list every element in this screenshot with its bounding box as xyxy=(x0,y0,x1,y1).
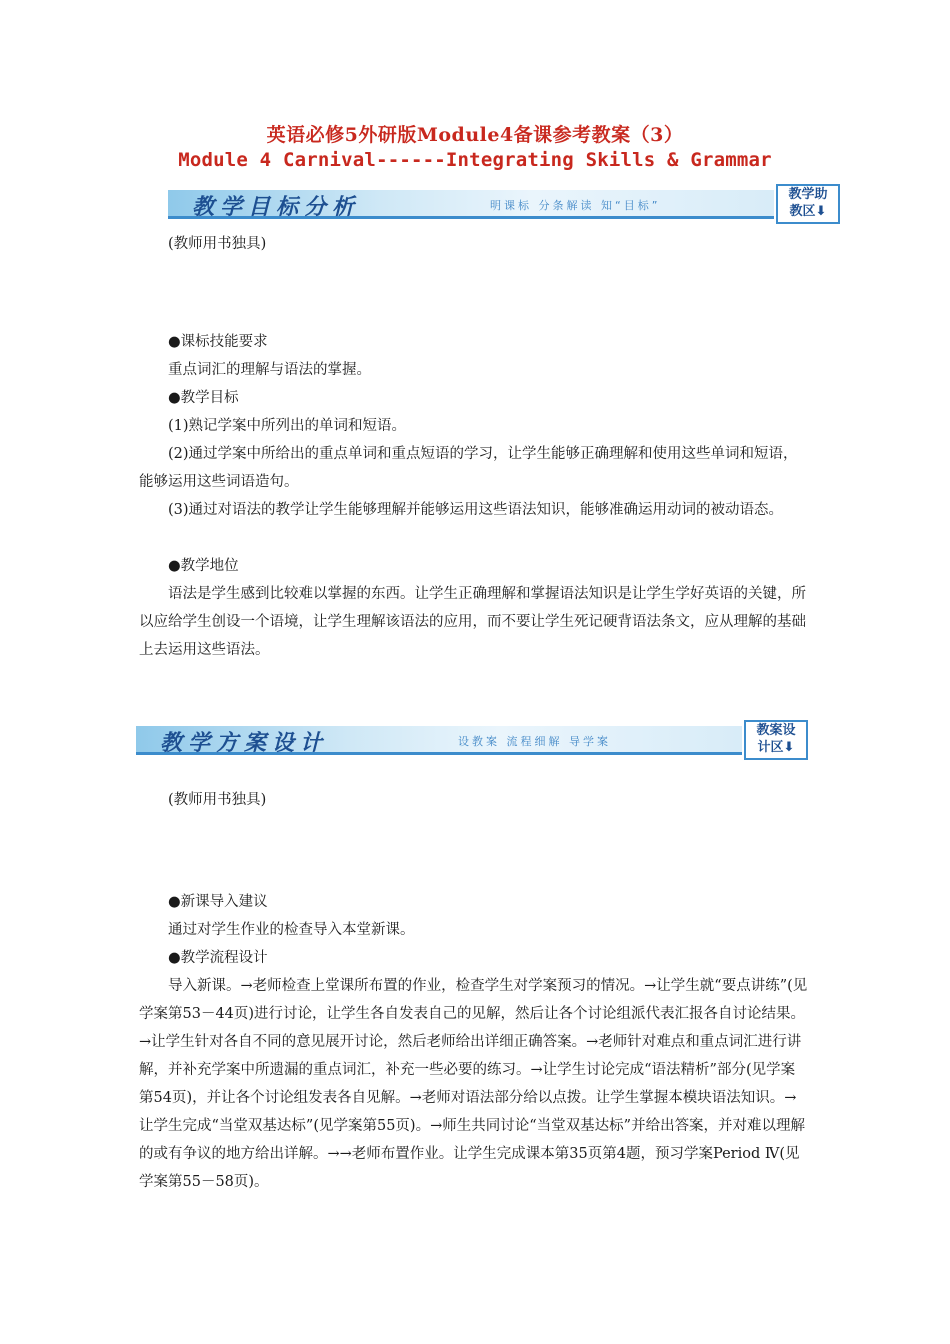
banner-subtitle: 明课标 分条解读 知“目标” xyxy=(490,199,661,212)
banner-heading: 教学目标分析 xyxy=(192,194,361,220)
banner-tag-box xyxy=(776,184,840,224)
banner-tag-box xyxy=(744,720,808,760)
bullet-heading: ●课标技能要求 xyxy=(168,334,268,350)
goal-text: (2)通过学案中所给出的重点单词和重点短语的学习，让学生能够正确理解和使用这些单词和短语，能够运用这些词语造句。 xyxy=(139,446,798,490)
teaching-position xyxy=(139,580,809,664)
banner-heading: 教学方案设计 xyxy=(160,730,329,756)
banner-tag-line: 教区⬇ xyxy=(789,204,827,219)
teacher-note: (教师用书独具) xyxy=(168,792,267,808)
banner-tag-line: 计区⬇ xyxy=(757,740,795,755)
teaching-flow xyxy=(139,972,809,1196)
banner-tag-line: 教案设 xyxy=(756,723,796,738)
document-title: 英语必修5外研版Module4备课参考教案（3） xyxy=(266,124,684,146)
bullet-heading: ●教学流程设计 xyxy=(168,950,268,966)
body-text: 通过对学生作业的检查导入本堂新课。 xyxy=(168,922,415,938)
document-subtitle: Module 4 Carnival------Integrating Skills & Grammar xyxy=(178,149,772,171)
goal-item xyxy=(139,440,809,496)
bullet-heading: ●新课导入建议 xyxy=(168,894,268,910)
bullet-heading: ●教学目标 xyxy=(168,390,239,406)
teacher-note: (教师用书独具) xyxy=(168,236,267,252)
goal-text: (3)通过对语法的教学让学生能够理解并能够运用这些语法知识，能够准确运用动词的被动语态。 xyxy=(168,502,784,518)
banner-subtitle: 设教案 流程细解 导学案 xyxy=(458,735,611,748)
paragraph-text: 语法是学生感到比较难以掌握的东西。让学生正确理解和掌握语法知识是让学生学好英语的关键，所以应给学生创设一个语境，让学生理解该语法的应用，而不要让学生死记硬背语法条文，应从理解的基础上去运用这些语法。 xyxy=(139,586,806,658)
banner-tag-line: 教学助 xyxy=(788,187,828,202)
body-text: 重点词汇的理解与语法的掌握。 xyxy=(168,362,371,378)
section-banner-objectives xyxy=(168,184,840,228)
section-banner-design xyxy=(136,720,808,764)
goal-item xyxy=(139,496,809,524)
goal-item: (1)熟记学案中所列出的单词和短语。 xyxy=(168,418,407,434)
paragraph-text: 导入新课。→老师检查上堂课所布置的作业，检查学生对学案预习的情况。→让学生就“要点讲练”(见学案第53－44页)进行讨论，让学生各自发表自己的见解，然后让各个讨论组派代表汇报各自讨论结果。→让学生针对各自不同的意见展开讨论，然后老师给出详细正确答案。→老师针对难点和重点词汇进行讲解，并补充学案中所遗漏的重点词汇，补充一些必要的练习。→让学生讨论完成“语法精析”部分(见学案第54页)，并让各个讨论组发表各自见解。→老师对语法部分给以点拨。让学生掌握本模块语法知识。→让学生完成“当堂双基达标”(见学案第55页)。→师生共同讨论“当堂双基达标”并给出答案，并对难以理解的或有争议的地方给出详解。→→老师布置作业。让学生完成课本第35页第4题，预习学案Period Ⅳ(见学案第55－58页)。 xyxy=(139,978,808,1190)
bullet-heading: ●教学地位 xyxy=(168,558,239,574)
